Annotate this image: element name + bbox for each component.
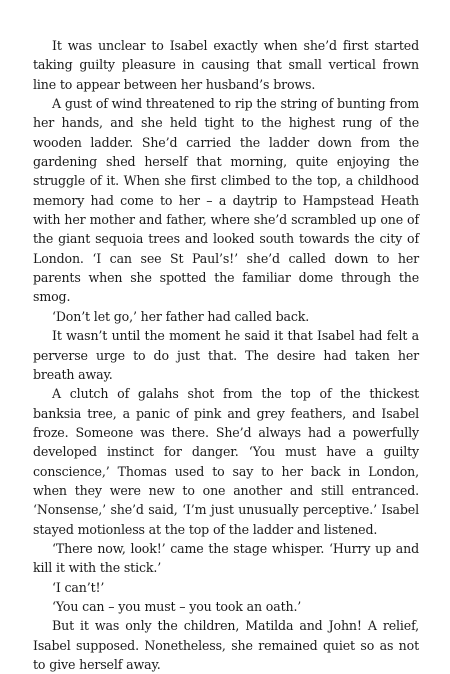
paragraph-2: A gust of wind threatened to rip the string of bunting from her hands, and she held tight to the highest rung of the wooden ladder. She’d carried the ladder down from the gardening shed herself that morning, quite enjoying the struggle of it. When she first climbed to the top, a childhood memory had come to her – a daytrip to Hampstead Heath with her mother and father, where she’d scrambled up one of the giant sequoia trees and looked south towards the city of London. ‘I can see St Paul’s!’ she’d called down to her parents when she spotted the familiar dome through the smog.	[33, 96, 419, 305]
paragraph-5: A clutch of galahs shot from the top of the thickest banksia tree, a panic of pink and grey feathers, and Isabel froze. Someone was there. She’d always had a powerfully developed instinct for danger. ‘You must have a guilty conscience,’ Thomas used to say to her back in London, when they were new to one another and still entranced. ‘Nonsense,’ she’d said, ‘I’m just unusually perceptive.’ Isabel stayed motionless at the top of the ladder and listened.	[33, 386, 419, 537]
paragraph-9: But it was only the children, Matilda and John! A relief, Isabel supposed. Nonetheless, she remained quiet so as not to give herself away.	[33, 618, 419, 672]
page-text	[33, 36, 419, 674]
paragraph-6: ‘There now, look!’ came the stage whisper. ‘Hurry up and kill it with the stick.’	[33, 540, 419, 576]
paragraph-4: It wasn’t until the moment he said it that Isabel had felt a perverse urge to do just that. The desire had taken her breath away.	[33, 328, 419, 382]
paragraph-3: ‘Don’t let go,’ her father had called back.	[52, 308, 310, 324]
paragraph-8: ‘You can – you must – you took an oath.’	[52, 598, 302, 614]
paragraph-7: ‘I can’t!’	[52, 579, 105, 595]
paragraph-1: It was unclear to Isabel exactly when she’d first started taking guilty pleasure in causing that small vertical frown line to appear between her husband’s brows.	[33, 38, 419, 92]
